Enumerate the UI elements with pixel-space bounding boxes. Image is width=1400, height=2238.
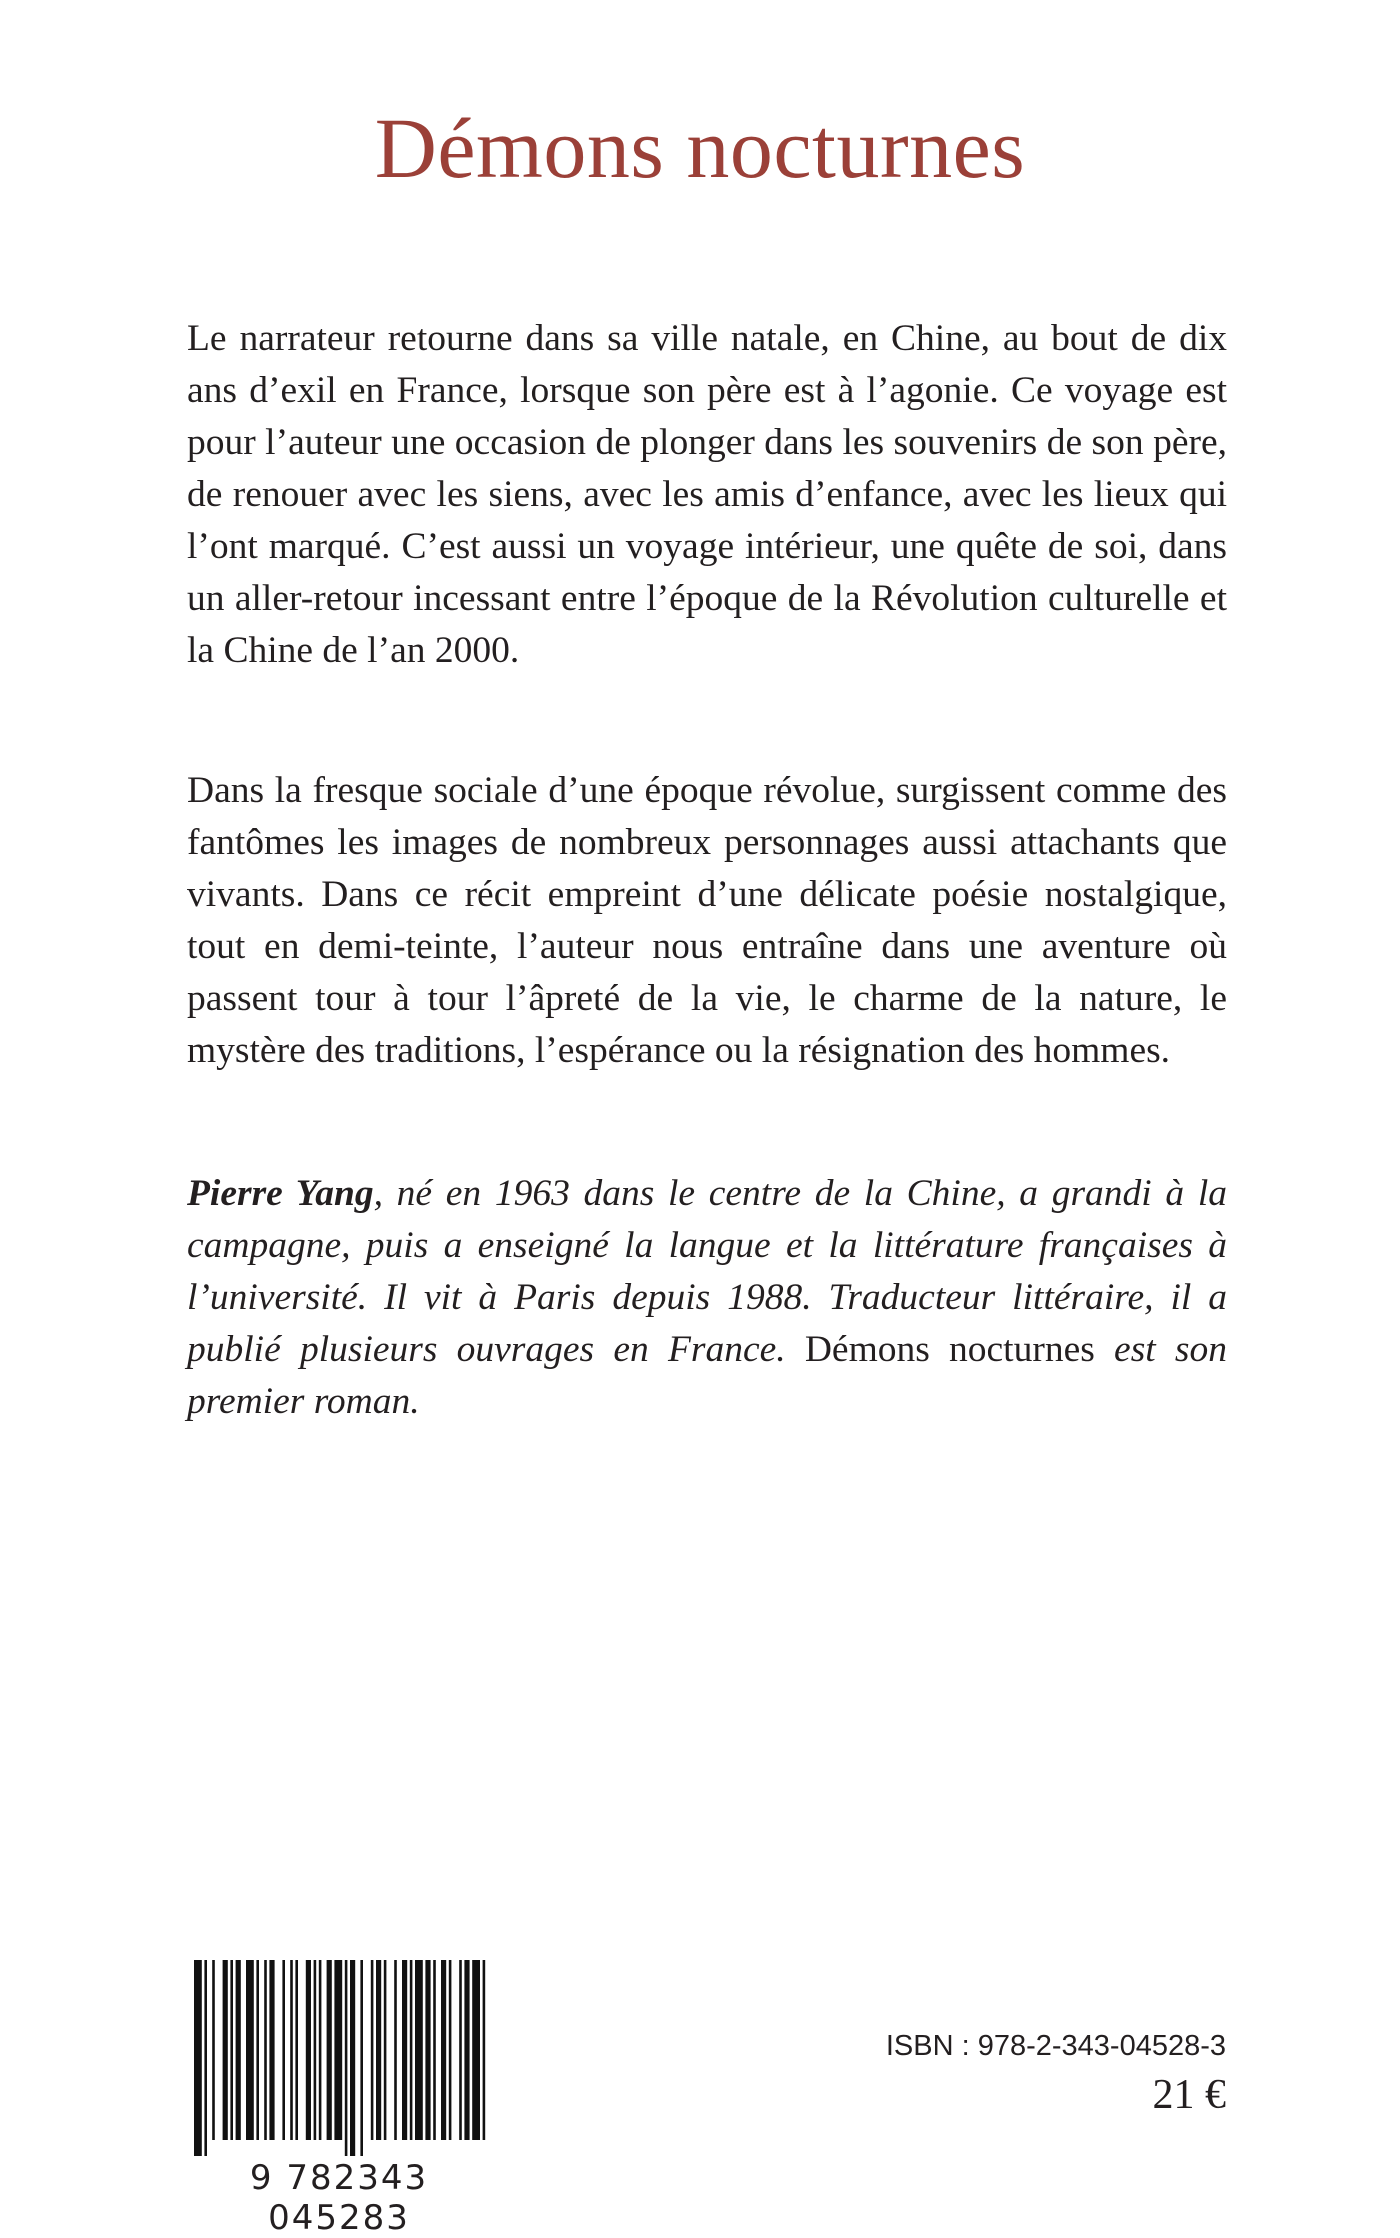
barcode-bar (459, 1960, 462, 2140)
summary-paragraph-2: Dans la fresque sociale d’une époque révolue, surgissent comme des fantômes les images de nombreux personnages aussi attachants que vivants. Dans ce récit empreint d’une délicate poésie nostalgique, tout en demi-teinte, l’auteur nous entraîne dans une aventure où passent tour à tour l’âpreté de la vie, le charme de la nature, le mystère des traditions, l’espérance ou la résignation des hommes. (187, 770, 1227, 1071)
author-bio-ending: est son premier roman. (187, 1329, 1228, 1422)
barcode-bar (290, 1960, 293, 2140)
barcode-bar (319, 1960, 322, 2140)
barcode-bar (384, 1960, 387, 2140)
barcode-bar (410, 1960, 413, 2140)
barcode-bar (295, 1960, 298, 2140)
barcode-bar (246, 1960, 254, 2140)
barcode-bar (402, 1960, 407, 2140)
barcode-bar (256, 1960, 259, 2140)
barcode-bar (394, 1960, 397, 2140)
barcode-bar (425, 1960, 430, 2140)
author-name: Pierre Yang (187, 1173, 374, 1214)
barcode-bar (223, 1960, 228, 2140)
barcode-bar (449, 1960, 452, 2140)
barcode-bar (282, 1960, 285, 2140)
barcode-bar (433, 1960, 436, 2140)
barcode-bar (350, 1960, 355, 2156)
summary-paragraph-1: Le narrateur retourne dans sa ville natale, en Chine, au bout de dix ans d’exil en France, lorsque son père est à l’agonie. Ce voyage est pour l’auteur une occasion de plonger dans les souvenirs de son père, de renouer avec les siens, avec les amis d’enfance, avec les lieux qui l’ont marqué. C’est aussi un voyage intérieur, une quête de soi, dans un aller-retour incessant entre l’époque de la Révolution culturelle et la Chine de l’an 2000. (187, 318, 1227, 671)
barcode-bar (230, 1960, 233, 2140)
barcode-bar (441, 1960, 446, 2140)
barcode-bar (204, 1960, 207, 2156)
barcode-bar (334, 1960, 342, 2140)
price: 21 € (1152, 2072, 1226, 2118)
barcode-bar (415, 1960, 423, 2140)
barcode-bar (327, 1960, 332, 2140)
isbn: ISBN : 978-2-343-04528-3 (885, 2030, 1226, 2062)
barcode-digits: 9 782343 045283 (249, 2158, 429, 2238)
barcode-bar (376, 1960, 381, 2140)
barcode (180, 1958, 498, 2238)
barcode-bar (314, 1960, 317, 2140)
barcode-bar (360, 1960, 363, 2156)
barcode-bar (345, 1960, 348, 2156)
barcode-bar (483, 1960, 486, 2140)
barcode-bar (212, 1960, 215, 2140)
barcode-bar (464, 1960, 469, 2140)
barcode-bar (306, 1960, 311, 2140)
barcode-bar (371, 1960, 374, 2140)
barcode-bar (264, 1960, 267, 2140)
author-bio-text: , né en 1963 dans le centre de la Chine, a grandi à la campagne, puis a enseigné la langue et la littérature françaises à l’université. Il vit à Paris depuis 1988. Traducteur littéraire, il a publié plusieurs ouvrages en France. (187, 1173, 1227, 1370)
book-title: Démons nocturnes (374, 100, 1026, 196)
author-bio (187, 1168, 1227, 1428)
bio-book-title: Démons nocturnes (804, 1329, 1095, 1370)
barcode-bar (472, 1960, 480, 2140)
barcode-bar (269, 1960, 274, 2140)
barcode-bar (194, 1960, 202, 2156)
barcode-bars (180, 1958, 498, 2158)
barcode-bar (236, 1960, 241, 2140)
